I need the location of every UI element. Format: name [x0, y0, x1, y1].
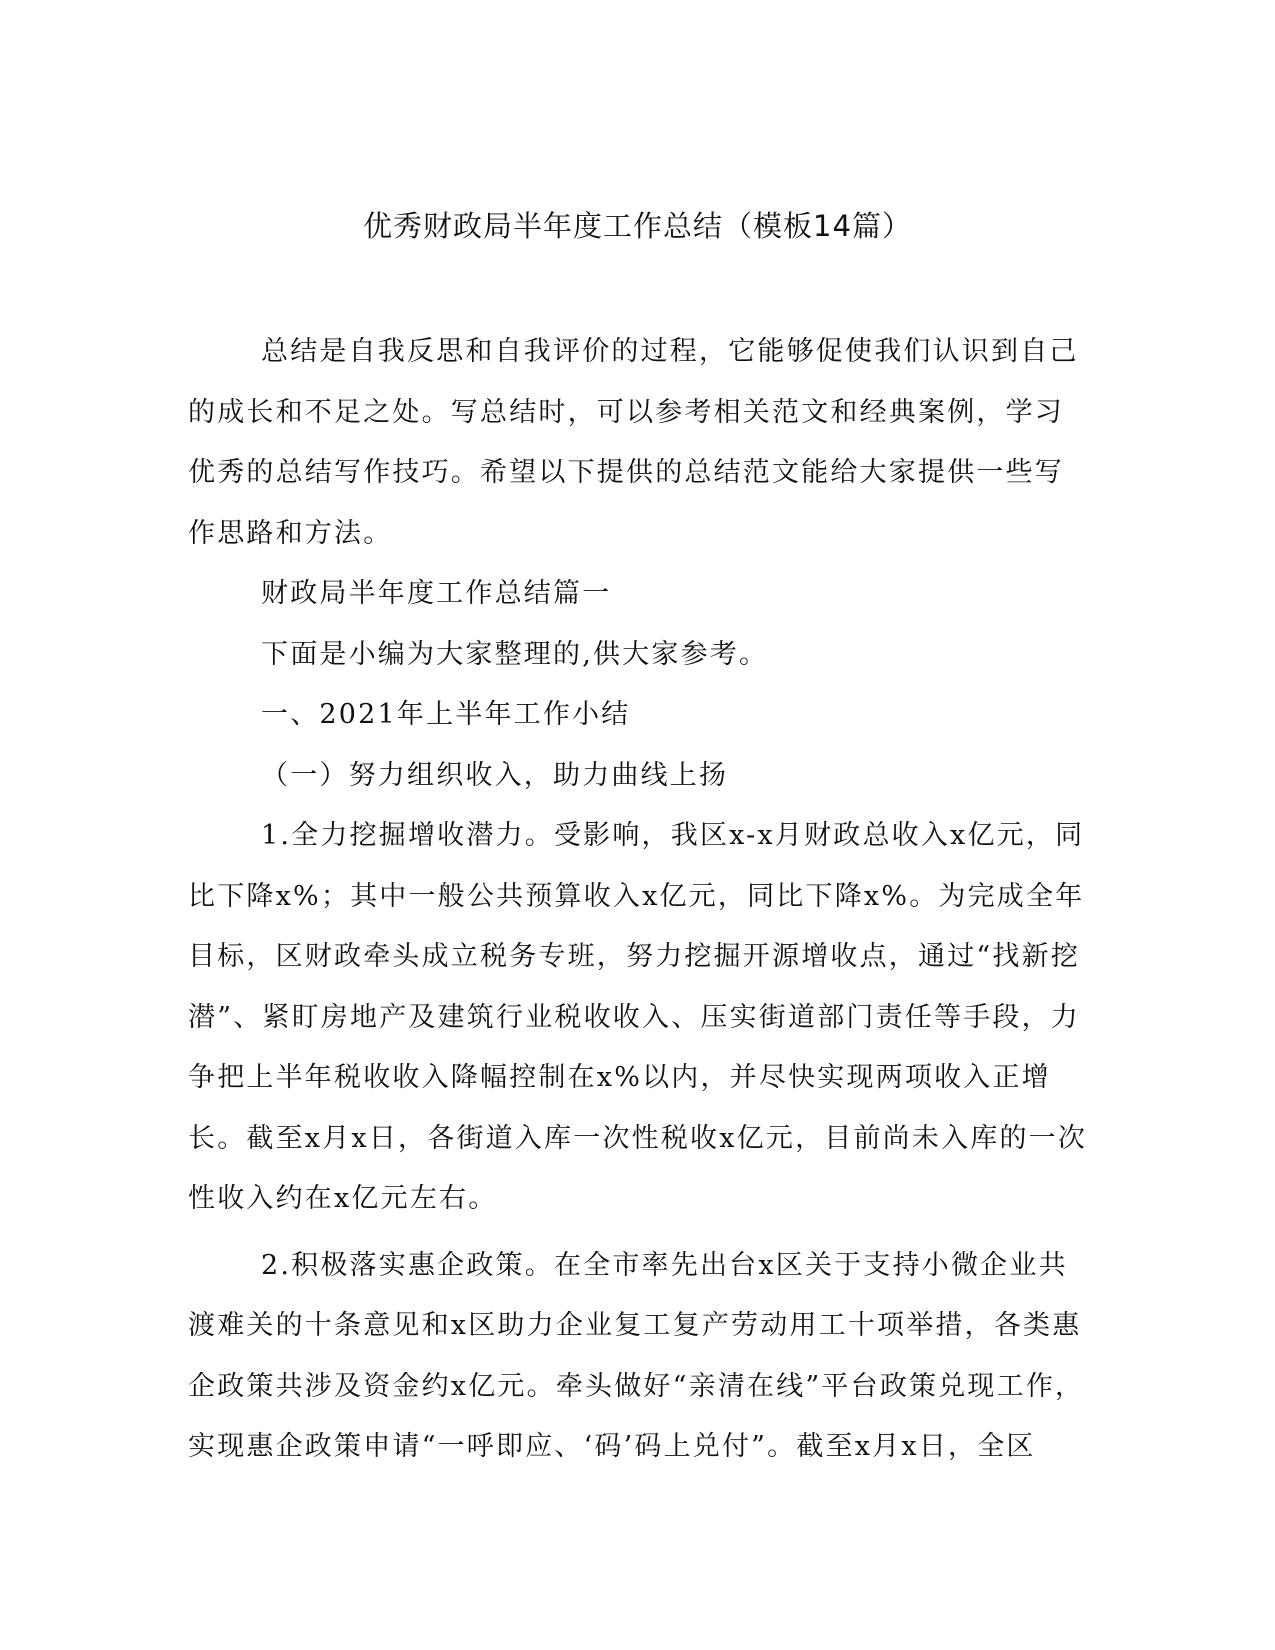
- body-paragraph-1: 1.全力挖掘增收潜力。受影响，我区x-x月财政总收入x亿元，同比下降x%；其中一般公共预算收入x亿元，同比下降x%。为完成全年目标，区财政牵头成立税务专班，努力挖掘开源增收点，通过“找新挖潜”、紧盯房地产及建筑行业税收收入、压实街道部门责任等手段，力争把上半年税收收入降幅控制在x%以内，并尽快实现两项收入正增长。截至x月x日，各街道入库一次性税收x亿元，目前尚未入库的一次性收入约在x亿元左右。: [188, 820, 1088, 1214]
- section-heading-part-one: 财政局半年度工作总结篇一: [261, 578, 612, 609]
- body-paragraph-2: 2.积极落实惠企政策。在全市率先出台x区关于支持小微企业共渡难关的十条意见和x区助力企业复工复产劳动用工十项举措，各类惠企政策共涉及资金约x亿元。牵头做好“亲清在线”平台政策兑现工作，实现惠企政策申请“一呼即应、‘码’码上兑付”。截至x月x日，全区: [188, 1249, 1085, 1462]
- document-title: 优秀财政局半年度工作总结（模板14篇）: [363, 209, 912, 243]
- editor-note: 下面是小编为大家整理的,供大家参考。: [261, 638, 769, 670]
- heading-level-2: （一）努力组织收入，助力曲线上扬: [261, 759, 729, 791]
- document-body: [188, 322, 1088, 1478]
- heading-level-1: 一、2021年上半年工作小结: [261, 699, 631, 730]
- intro-paragraph: 总结是自我反思和自我评价的过程，它能够促使我们认识到自己的成长和不足之处。写总结时，可以参考相关范文和经典案例，学习优秀的总结写作技巧。希望以下提供的总结范文能给大家提供一些写作思路和方法。: [188, 336, 1079, 549]
